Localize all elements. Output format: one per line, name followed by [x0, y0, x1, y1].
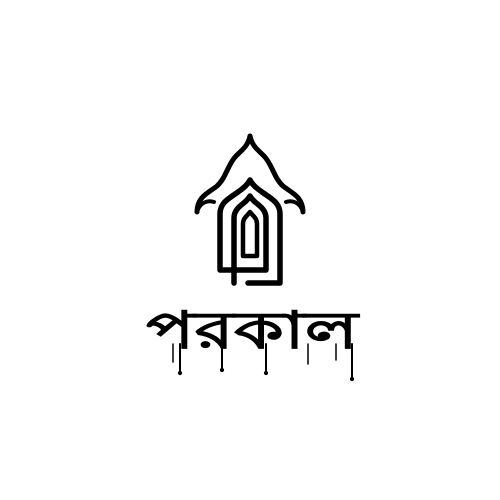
mosque-arch-icon — [190, 130, 310, 295]
wordmark — [140, 300, 365, 385]
wordmark-graphic — [140, 300, 365, 385]
door-arch — [243, 212, 257, 256]
wordmark-text: পরকাল — [146, 301, 362, 361]
